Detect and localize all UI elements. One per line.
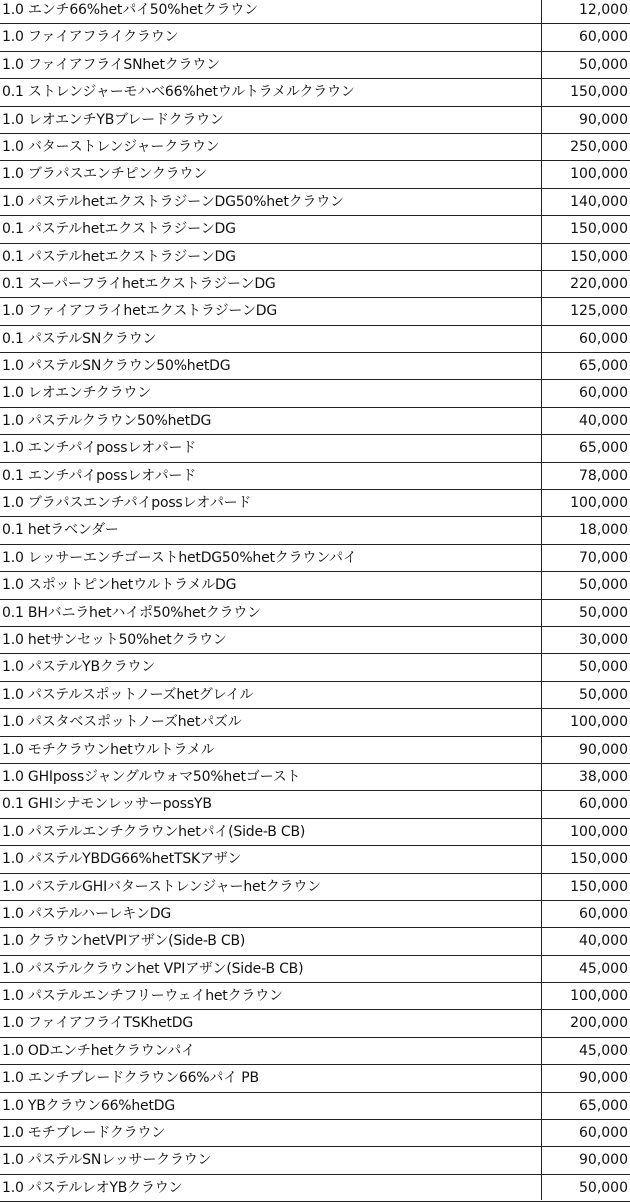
table-row (0, 79, 630, 106)
item-price-cell: 150,000 (570, 221, 628, 238)
item-price-cell: 50,000 (579, 686, 628, 703)
table-row (0, 244, 630, 271)
item-price-cell: 78,000 (579, 467, 628, 484)
table-row (0, 134, 630, 161)
table-row (0, 1175, 630, 1202)
item-price-cell: 100,000 (570, 495, 628, 512)
item-price-cell: 150,000 (570, 84, 628, 101)
item-name-cell: 0.1 hetラベンダー (2, 522, 119, 539)
item-price-cell: 100,000 (570, 988, 628, 1005)
item-name-cell: 1.0 ブラパスエンチパイpossレオパード (2, 495, 252, 512)
item-price-cell: 45,000 (579, 960, 628, 977)
item-price-cell: 90,000 (579, 111, 628, 128)
table-row (0, 107, 630, 134)
table-row (0, 572, 630, 599)
item-name-cell: 0.1 スーパーフライhetエクストラジーンDG (2, 275, 276, 292)
item-name-cell: 1.0 パステルSNレッサークラウン (2, 1152, 212, 1169)
item-price-cell: 220,000 (570, 275, 628, 292)
item-price-cell: 150,000 (570, 851, 628, 868)
item-price-cell: 100,000 (570, 714, 628, 731)
item-price-cell: 60,000 (579, 796, 628, 813)
item-name-cell: 1.0 ファイアフライクラウン (2, 29, 179, 46)
table-row (0, 627, 630, 654)
table-row (0, 956, 630, 983)
table-row (0, 819, 630, 846)
table-row (0, 1120, 630, 1147)
item-name-cell: 1.0 hetサンセット50%hetクラウン (2, 631, 227, 648)
item-price-cell: 18,000 (579, 522, 628, 539)
item-price-cell: 40,000 (579, 412, 628, 429)
table-row (0, 1038, 630, 1065)
table-row (0, 326, 630, 353)
item-name-cell: 1.0 ファイアフライTSKhetDG (2, 1015, 194, 1032)
table-row (0, 161, 630, 188)
item-name-cell: 1.0 ファイアフライhetエクストラジーンDG (2, 303, 277, 320)
table-row (0, 709, 630, 736)
item-price-cell: 45,000 (579, 1042, 628, 1059)
item-price-cell: 50,000 (579, 659, 628, 676)
item-name-cell: 1.0 パスタベスポットノーズhetパズル (2, 714, 242, 731)
item-name-cell: 0.1 BHバニラhetハイポ50%hetクラウン (2, 604, 261, 621)
item-name-cell: 0.1 GHIシナモンレッサーpossYB (2, 796, 212, 813)
item-price-cell: 50,000 (579, 577, 628, 594)
item-name-cell: 1.0 パステルクラウン50%hetDG (2, 412, 212, 429)
item-price-cell: 60,000 (579, 330, 628, 347)
column-divider (541, 0, 542, 1200)
item-price-cell: 100,000 (570, 823, 628, 840)
item-name-cell: 1.0 パステルGHIバターストレンジャーhetクラウン (2, 878, 321, 895)
table-row (0, 490, 630, 517)
item-name-cell: 0.1 ストレンジャーモハベ66%hetウルトラメルクラウン (2, 84, 355, 101)
item-price-cell: 30,000 (579, 631, 628, 648)
item-name-cell: 1.0 パステルYBDG66%hetTSKアザン (2, 851, 242, 868)
table-row (0, 216, 630, 243)
item-name-cell: 1.0 レオエンチYBブレードクラウン (2, 111, 224, 128)
table-row (0, 791, 630, 818)
item-name-cell: 1.0 レオエンチクラウン (2, 385, 151, 402)
item-price-cell: 150,000 (570, 878, 628, 895)
item-name-cell: 0.1 パステルSNクラウン (2, 330, 157, 347)
table-row (0, 298, 630, 325)
item-price-cell: 65,000 (579, 1097, 628, 1114)
item-name-cell: 1.0 モチクラウンhetウルトラメル (2, 741, 215, 758)
table-row (0, 353, 630, 380)
table-row (0, 380, 630, 407)
item-name-cell: 1.0 スポットピンhetウルトラメルDG (2, 577, 237, 594)
item-price-cell: 250,000 (570, 138, 628, 155)
item-price-cell: 60,000 (579, 385, 628, 402)
item-name-cell: 1.0 GHIpossジャングルウォマ50%hetゴースト (2, 768, 301, 785)
item-price-cell: 60,000 (579, 1125, 628, 1142)
item-price-cell: 50,000 (579, 56, 628, 73)
item-name-cell: 1.0 レッサーエンチゴーストhetDG50%hetクラウンパイ (2, 549, 357, 566)
item-price-cell: 65,000 (579, 440, 628, 457)
item-price-cell: 140,000 (570, 193, 628, 210)
table-row (0, 408, 630, 435)
item-name-cell: 1.0 エンチブレードクラウン66%パイ PB (2, 1070, 259, 1087)
table-row (0, 654, 630, 681)
item-name-cell: 0.1 パステルhetエクストラジーンDG (2, 221, 236, 238)
item-name-cell: 1.0 ODエンチhetクラウンパイ (2, 1042, 195, 1059)
item-name-cell: 1.0 パステルスポットノーズhetグレイル (2, 686, 254, 703)
table-row (0, 52, 630, 79)
item-price-cell: 90,000 (579, 1070, 628, 1087)
item-price-cell: 60,000 (579, 905, 628, 922)
table-row (0, 764, 630, 791)
item-price-cell: 12,000 (579, 2, 628, 18)
item-price-cell: 60,000 (579, 29, 628, 46)
item-price-cell: 90,000 (579, 741, 628, 758)
item-name-cell: 1.0 パステルSNクラウン50%hetDG (2, 358, 231, 375)
item-price-cell: 40,000 (579, 933, 628, 950)
table-row (0, 1093, 630, 1120)
item-name-cell: 1.0 パステルハーレキンDG (2, 905, 171, 922)
item-name-cell: 1.0 YBクラウン66%hetDG (2, 1097, 175, 1114)
item-price-cell: 100,000 (570, 166, 628, 183)
item-name-cell: 1.0 パステルエンチクラウンhetパイ(Side-B CB) (2, 823, 306, 840)
table-row (0, 435, 630, 462)
item-name-cell: 1.0 パステルエンチフリーウェイhetクラウン (2, 988, 283, 1005)
item-name-cell: 1.0 ファイアフライSNhetクラウン (2, 56, 220, 73)
table-row (0, 0, 630, 24)
item-name-cell: 1.0 パステルYBクラウン (2, 659, 156, 676)
item-price-cell: 200,000 (570, 1015, 628, 1032)
table-row (0, 463, 630, 490)
table-row (0, 271, 630, 298)
item-price-cell: 65,000 (579, 358, 628, 375)
item-name-cell: 0.1 エンチパイpossレオパード (2, 467, 197, 484)
table-row (0, 189, 630, 216)
item-price-cell: 125,000 (570, 303, 628, 320)
table-row (0, 545, 630, 572)
table-row (0, 1065, 630, 1092)
table-row (0, 1010, 630, 1037)
table-row (0, 901, 630, 928)
item-price-cell: 38,000 (579, 768, 628, 785)
item-name-cell: 1.0 パステルクラウンhet VPIアザン(Side-B CB) (2, 960, 304, 977)
item-name-cell: 1.0 エンチ66%hetパイ50%hetクラウン (2, 2, 258, 18)
item-name-cell: 1.0 エンチパイpossレオパード (2, 440, 197, 457)
item-name-cell: 1.0 モチブレードクラウン (2, 1125, 166, 1142)
item-name-cell: 1.0 パステルレオYBクラウン (2, 1179, 183, 1196)
item-price-cell: 50,000 (579, 1179, 628, 1196)
item-price-cell: 90,000 (579, 1152, 628, 1169)
table-row (0, 682, 630, 709)
table-row (0, 24, 630, 51)
table-row (0, 983, 630, 1010)
table-row (0, 846, 630, 873)
item-price-cell: 150,000 (570, 248, 628, 265)
table-row (0, 928, 630, 955)
item-price-cell: 70,000 (579, 549, 628, 566)
table-row (0, 600, 630, 627)
table-row (0, 1147, 630, 1174)
table-row (0, 737, 630, 764)
item-price-cell: 50,000 (579, 604, 628, 621)
item-name-cell: 1.0 ブラパスエンチピンクラウン (2, 166, 208, 183)
item-name-cell: 1.0 バターストレンジャークラウン (2, 138, 220, 155)
item-name-cell: 1.0 パステルhetエクストラジーンDG50%hetクラウン (2, 193, 344, 210)
item-name-cell: 1.0 クラウンhetVPIアザン(Side-B CB) (2, 933, 246, 950)
table-row (0, 517, 630, 544)
item-name-cell: 0.1 パステルhetエクストラジーンDG (2, 248, 236, 265)
table-row (0, 874, 630, 901)
